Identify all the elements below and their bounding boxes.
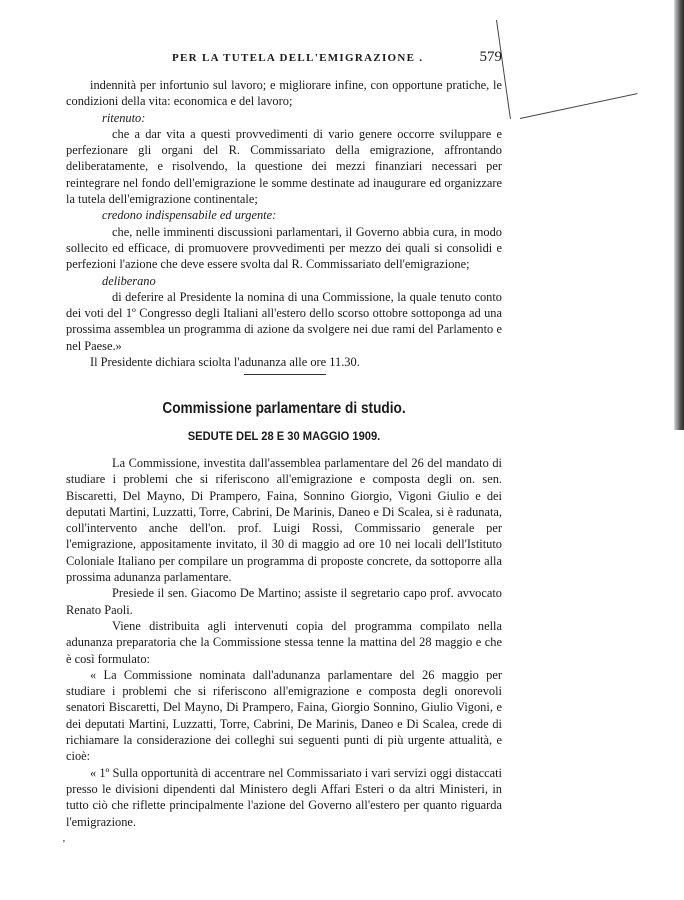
- page-edge-shadow: [674, 0, 684, 430]
- page-mark: ‚: [62, 832, 66, 844]
- commission-text: [66, 455, 502, 830]
- paragraph: « 1º Sulla opportunità di accentrare nel Commissariato i vari servizi oggi distaccati presso le divisioni dipendenti dal Ministero degli Affari Esteri o da altri Ministeri, in tutto ciò che riflette principalmente l'azione del Governo all'estero per quanto riguarda l'emigrazione.: [66, 765, 502, 829]
- paragraph: Presiede il sen. Giacomo De Martino; assiste il segretario capo prof. avvocato Renato Paoli.: [66, 586, 502, 617]
- paragraph: indennità per infortunio sul lavoro; e migliorare infine, con opportune pratiche, le condizioni della vita: economica e del lavoro;: [66, 78, 502, 109]
- section-separator: [244, 374, 326, 375]
- page-fold-line: [520, 93, 638, 119]
- label-ritenuto: ritenuto:: [102, 110, 146, 125]
- page-number: 579: [479, 49, 502, 65]
- paragraph: Il Presidente dichiara sciolta l'adunanza alle ore 11.30.: [90, 355, 360, 370]
- section-title: Commissione parlamentare di studio.: [162, 400, 406, 417]
- page-header: [66, 49, 502, 69]
- paragraph: La Commissione, investita dall'assemblea parlamentare del 26 del mandato di studiare i problemi che si riferiscono all'emigrazione e composta degli on. sen. Biscaretti, Del Mayno, Di Prampero, Faina, Sonnino Giorgio, Vigoni Giulio e dei deputati Martini, Luzzatti, Torre, Cabrini, De Marinis, Daneo e Di Scalea, si è radunata, coll'intervento anche dell'on. prof. Luigi Rossi, Commissario generale per l'emigrazione, appositamente invitato, il 30 di maggio ad ore 10 nei locali dell'Istituto Coloniale Italiano per compilare un programma di proposte concrete, da sottoporre alla prossima adunanza parlamentare.: [66, 456, 502, 585]
- label-credono: credono indispensabile ed urgente:: [102, 208, 277, 223]
- section-subtitle: SEDUTE DEL 28 E 30 MAGGIO 1909.: [187, 429, 381, 443]
- paragraph: di deferire al Presidente la nomina di una Commissione, la quale tenuto conto dei voti del 1º Congresso degli Italiani all'estero dello scorso ottobre sottoponga ad una prossima assemblea un programma di azione da svolgere nei due rami del Parlamento e nel Paese.»: [66, 289, 502, 353]
- paragraph: Viene distribuita agli intervenuti copia del programma compilato nella adunanza preparatoria che la Commissione stessa tenne la mattina del 28 maggio e che è così formulato:: [66, 618, 502, 666]
- paragraph: « La Commissione nominata dall'adunanza parlamentare del 26 maggio per studiare i problemi che si riferiscono all'emigrazione e composta degli onorevoli senatori Biscaretti, Del Mayno, Di Prampero, Faina, Giorgio Sonnino, Giulio Vigoni, e dei deputati Martini, Luzzatti, Torre, Cabrini, De Marinis, Daneo e Di Scalea, crede di richiamare la considerazione dei colleghi sui seguenti punti di più urgente attualità, e cioè:: [66, 667, 502, 764]
- paragraph: che a dar vita a questi provvedimenti di vario genere occorre sviluppare e perfezionare gli organi del R. Commissariato della emigrazione, affrontando deliberatamente, e risolvendo, la questione dei mezzi finanziari necessari per reintegrare nel fondo dell'emigrazione le somme destinate ad inaugurare ed organizzare la tutela dell'emigrazione continentale;: [66, 126, 502, 207]
- paragraph: che, nelle imminenti discussioni parlamentari, il Governo abbia cura, in modo sollecito ed efficace, di promuovere provvedimenti per mezzo dei quali si consolidi e perfezioni l'azione che deve essere svolta dal R. Commissariato dell'emigrazione;: [66, 224, 502, 272]
- resolution-text: [66, 77, 502, 370]
- label-deliberano: deliberano: [102, 273, 156, 288]
- running-title: PER LA TUTELA DELL'EMIGRAZIONE .: [172, 52, 424, 64]
